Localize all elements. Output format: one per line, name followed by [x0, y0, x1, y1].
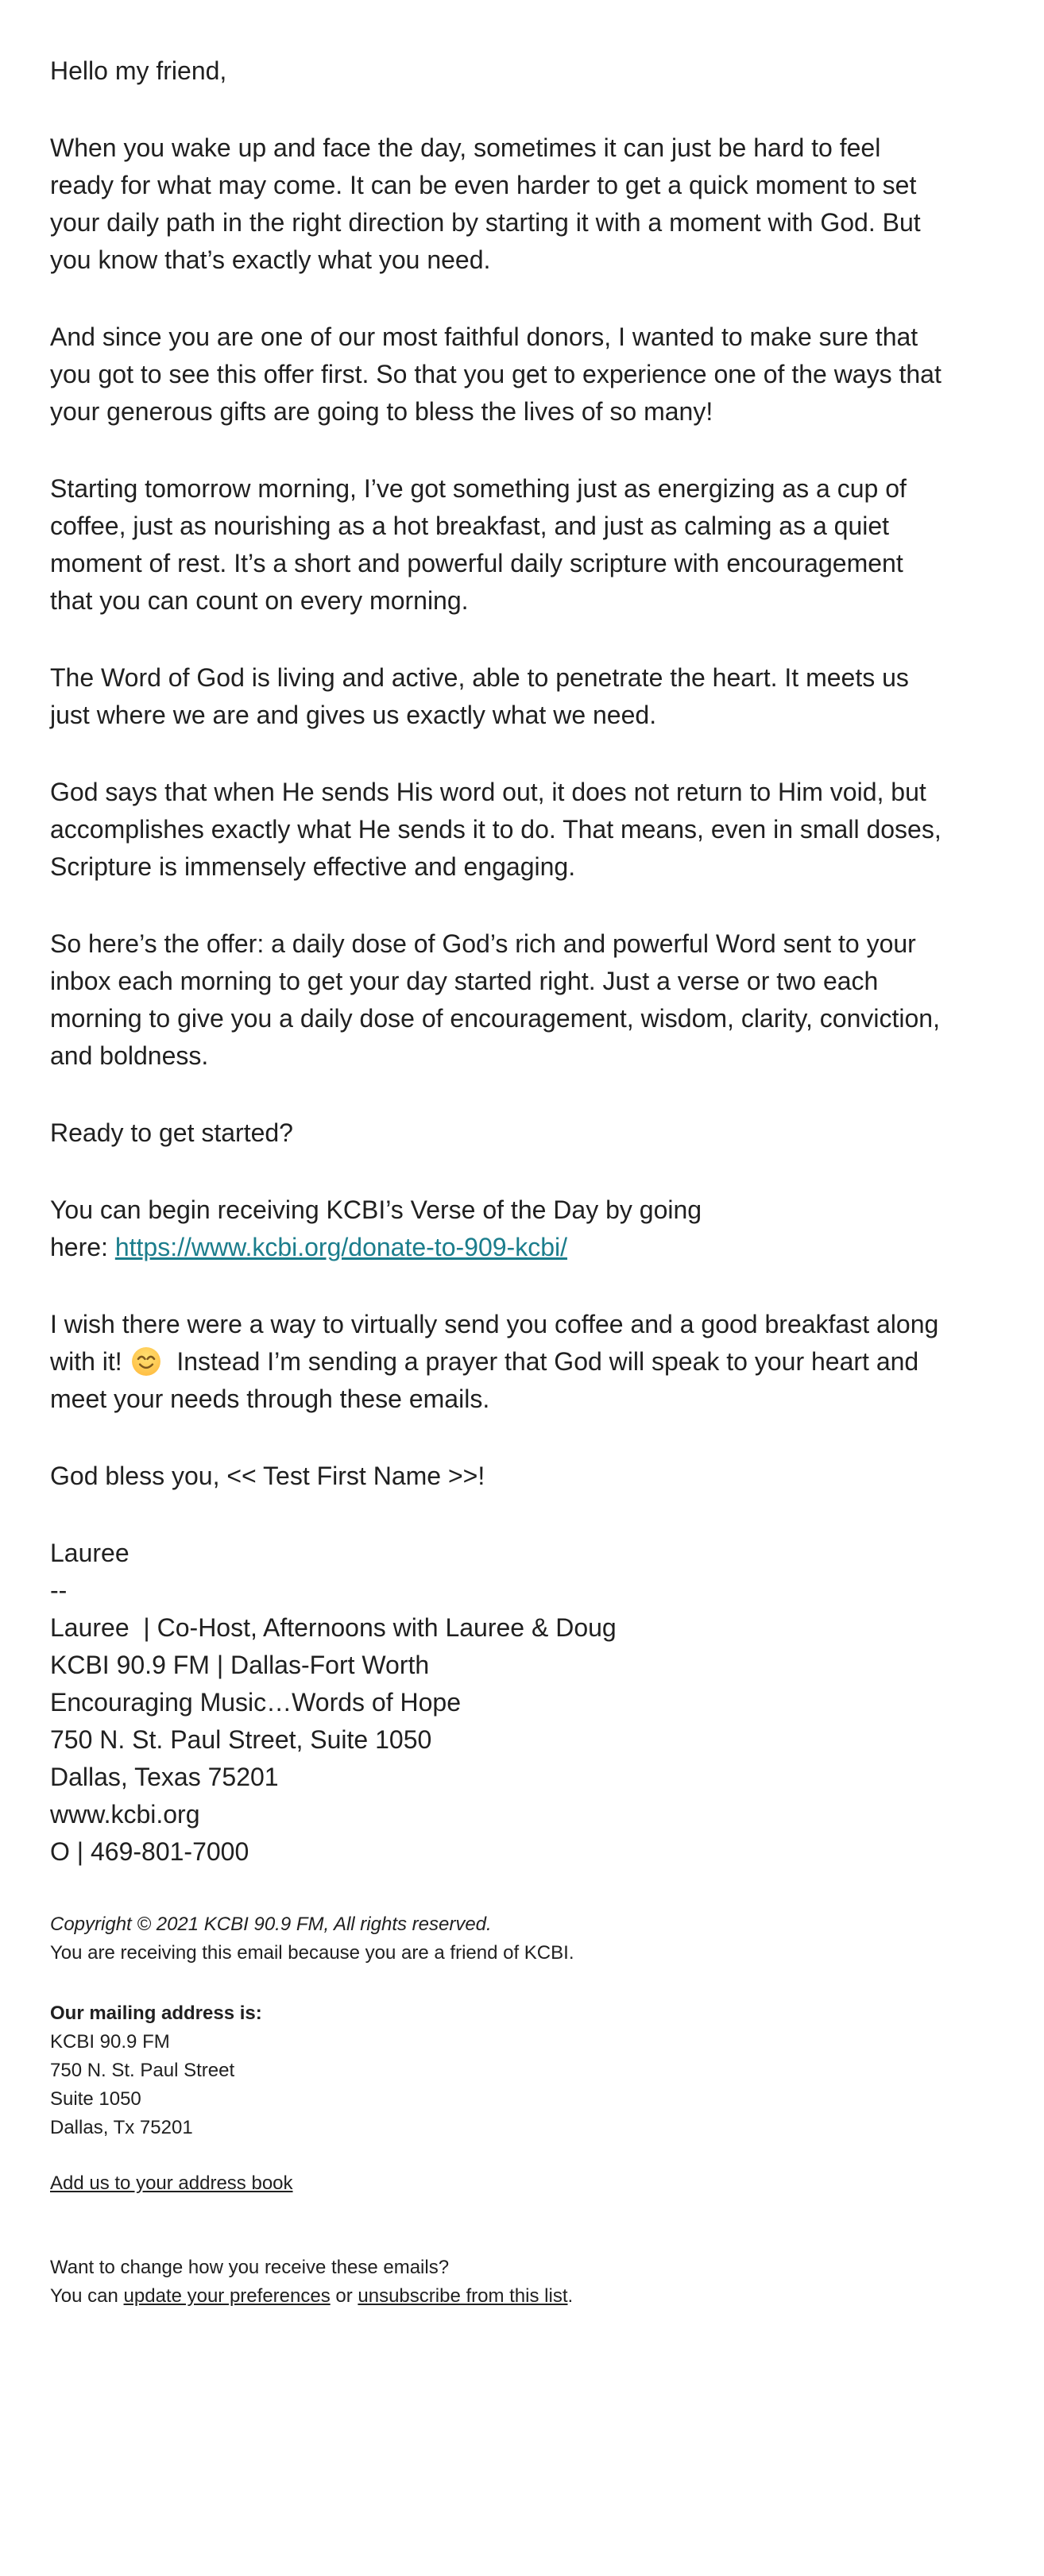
- greeting: [50, 52, 1020, 90]
- mailing-address-heading: Our mailing address is:: [50, 2002, 262, 2024]
- preferences-question-line: Want to change how you receive these emails?: [50, 2257, 450, 2278]
- paragraph-line: and boldness.: [50, 1041, 209, 1070]
- signature-block: [50, 1535, 1020, 1871]
- paragraph-line: your daily path in the right direction by starting it with a moment with God. But: [50, 208, 921, 237]
- footer-preferences-block: [50, 2254, 1020, 2311]
- paragraph-coffee-wish: [50, 1306, 1020, 1418]
- mailing-address-line: Suite 1050: [50, 2088, 141, 2110]
- paragraph-line: morning to give you a daily dose of encouragement, wisdom, clarity, conviction,: [50, 1004, 940, 1033]
- cta-question-text: Ready to get started?: [50, 1118, 293, 1147]
- signature-divider: --: [50, 1576, 68, 1605]
- link-prefix: here:: [50, 1233, 115, 1261]
- signature-slogan-line: Encouraging Music…Words of Hope: [50, 1688, 461, 1717]
- mailing-address-line: 750 N. St. Paul Street: [50, 2060, 235, 2081]
- paragraph-line: God says that when He sends His word out, it does not return to Him void, but: [50, 778, 926, 806]
- signature-phone-line: O | 469-801-7000: [50, 1837, 249, 1866]
- paragraph-starting-tomorrow: [50, 470, 1020, 620]
- signature-city-line: Dallas, Texas 75201: [50, 1763, 279, 1791]
- receiving-reason-line: You are receiving this email because you are a friend of KCBI.: [50, 1942, 574, 1964]
- paragraph-line: You can begin receiving KCBI’s Verse of the Day by going: [50, 1195, 702, 1224]
- paragraph-line: ready for what may come. It can be even harder to get a quick moment to set: [50, 171, 917, 199]
- mailing-address-line: Dallas, Tx 75201: [50, 2117, 193, 2138]
- paragraph-line: meet your needs through these emails.: [50, 1385, 490, 1413]
- kcbi-donate-link[interactable]: https://www.kcbi.org/donate-to-909-kcbi/: [114, 1233, 567, 1261]
- paragraph-line: And since you are one of our most faithful donors, I wanted to make sure that: [50, 322, 918, 351]
- paragraph-line: Scripture is immensely effective and engaging.: [50, 852, 576, 881]
- paragraph-line: you got to see this offer first. So that you get to experience one of the ways that: [50, 360, 942, 388]
- address-book-line: [50, 2172, 293, 2194]
- preferences-middle-text: or: [330, 2285, 358, 2307]
- paragraph-faithful-donors: [50, 319, 1020, 431]
- paragraph-line: The Word of God is living and active, able to penetrate the heart. It meets us: [50, 663, 909, 692]
- paragraph-line: inbox each morning to get your day started right. Just a verse or two each: [50, 967, 879, 995]
- copyright-line: Copyright © 2021 KCBI 90.9 FM, All rights reserved.: [50, 1914, 492, 1935]
- emoji-prefix-text: with it!: [50, 1347, 130, 1376]
- paragraph-line: your generous gifts are going to bless the lives of so many!: [50, 397, 713, 426]
- cta-question: [50, 1114, 1020, 1152]
- unsubscribe-link[interactable]: unsubscribe from this list: [358, 2285, 568, 2307]
- paragraph-line-with-link: [50, 1233, 567, 1261]
- smiling-face-emoji: [131, 1346, 161, 1377]
- paragraph-line: just where we are and gives us exactly what we need.: [50, 701, 657, 729]
- signoff: [50, 1458, 1020, 1495]
- preferences-prefix-text: You can: [50, 2285, 124, 2307]
- email-footer: [50, 1910, 1020, 2311]
- paragraph-word-of-god: [50, 659, 1020, 734]
- footer-mailing-address-block: [50, 1999, 1020, 2142]
- paragraph-the-offer: [50, 925, 1020, 1075]
- paragraph-line: moment of rest. It’s a short and powerful daily scripture with encouragement: [50, 549, 903, 577]
- signature-street-line: 750 N. St. Paul Street, Suite 1050: [50, 1725, 432, 1754]
- footer-address-book-block: [50, 2169, 1020, 2198]
- emoji-suffix-text: Instead I’m sending a prayer that God will speak to your heart and: [162, 1347, 919, 1376]
- paragraph-god-says: [50, 774, 1020, 886]
- paragraph-line: So here’s the offer: a daily dose of God’s rich and powerful Word sent to your: [50, 929, 916, 958]
- paragraph-line: I wish there were a way to virtually send you coffee and a good breakfast along: [50, 1310, 939, 1338]
- paragraph-wake-up: [50, 129, 1020, 279]
- preferences-suffix-text: .: [567, 2285, 574, 2307]
- paragraph-signup-link: [50, 1191, 1020, 1266]
- mailing-address-line: KCBI 90.9 FM: [50, 2031, 170, 2053]
- signature-title-line: Lauree | Co-Host, Afternoons with Lauree & Doug: [50, 1613, 617, 1642]
- update-preferences-link[interactable]: update your preferences: [123, 2285, 331, 2307]
- paragraph-line: Starting tomorrow morning, I’ve got something just as energizing as a cup of: [50, 474, 907, 503]
- paragraph-line-with-emoji: [50, 1347, 918, 1376]
- paragraph-line: When you wake up and face the day, sometimes it can just be hard to feel: [50, 133, 881, 162]
- signature-name: Lauree: [50, 1539, 130, 1567]
- footer-copyright-block: [50, 1910, 1020, 1968]
- signoff-text: God bless you, << Test First Name >>!: [50, 1462, 485, 1490]
- greeting-text: Hello my friend,: [50, 56, 227, 85]
- signature-station-line: KCBI 90.9 FM | Dallas-Fort Worth: [50, 1651, 430, 1679]
- signature-website-line: www.kcbi.org: [50, 1800, 200, 1829]
- preferences-links-line: [50, 2285, 573, 2307]
- paragraph-line: coffee, just as nourishing as a hot breakfast, and just as calming as a quiet: [50, 512, 890, 540]
- paragraph-line: accomplishes exactly what He sends it to do. That means, even in small doses,: [50, 815, 942, 844]
- paragraph-line: you know that’s exactly what you need.: [50, 245, 491, 274]
- add-address-book-link[interactable]: Add us to your address book: [50, 2172, 293, 2194]
- paragraph-line: that you can count on every morning.: [50, 586, 469, 615]
